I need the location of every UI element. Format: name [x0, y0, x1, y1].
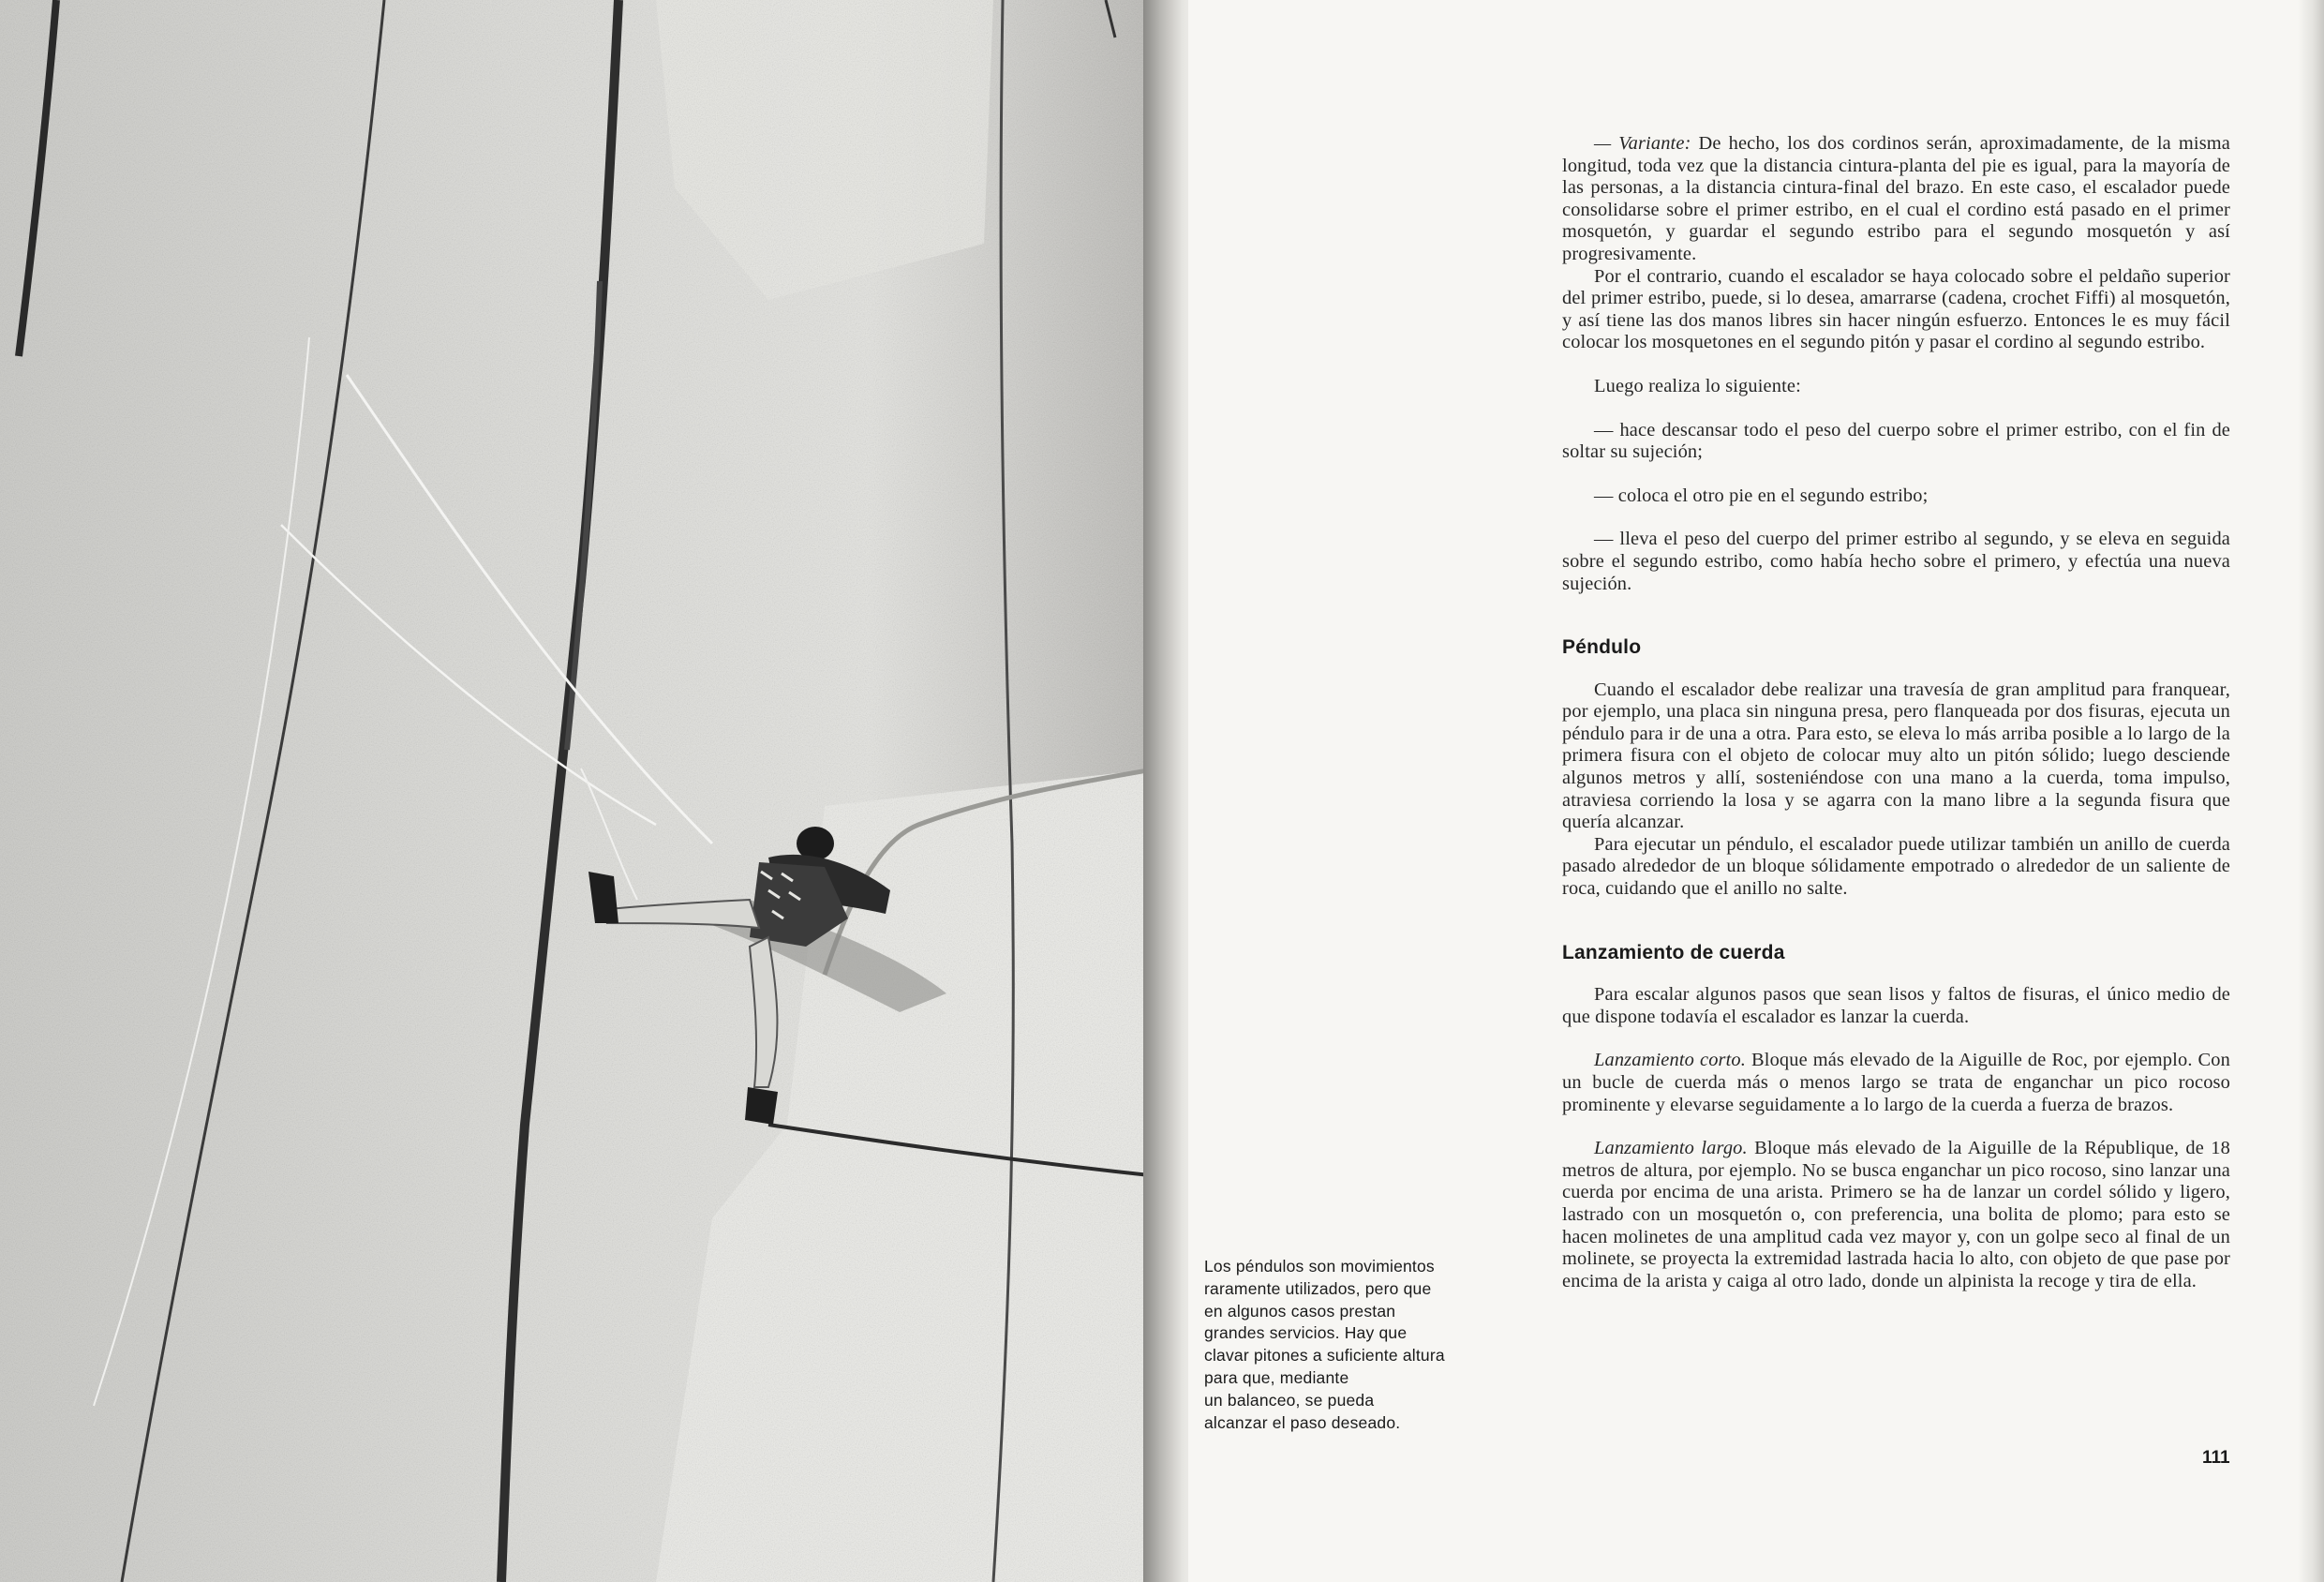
photo-caption	[1204, 1256, 1499, 1434]
caption-line: para que, mediante	[1204, 1367, 1349, 1387]
paragraph-lanzamiento-corto	[1562, 1050, 2230, 1116]
paragraph: Luego realiza lo siguiente:	[1594, 375, 1801, 396]
paragraph-text: De hecho, los dos cordinos serán, aproximadamente, de la misma longitud, toda vez que la distancia cintura-planta del pie es igual, para la mayoría de las personas, a la distancia cintura-final del brazo. En este caso, el escalador puede consolidarse sobre el primer estribo, en el cual el cordino está pasado en el primer mosquetón, y guardar el segundo estribo para el segundo mosquetón y así progresivamente.	[1562, 133, 2231, 264]
paragraph: Cuando el escalador debe realizar una travesía de gran amplitud para franquear, por ejemplo, una placa sin ninguna presa, pero flanqueada por dos fisuras, ejecuta un péndulo para ir de una a otra. Para esto, se eleva lo más arriba posible a lo largo de la primera fisura con el objeto de colocar muy alto un pitón sólido; luego desciende algunos metros y allí, sosteniéndose con una mano a la cuerda, toma impulso, atraviesa corriendo la losa y se agarra con la mano libre a la segunda fisura que quería alcanzar.	[1562, 679, 2230, 833]
paragraph: — coloca el otro pie en el segundo estribo;	[1594, 485, 1929, 506]
section-heading-lanzamiento: Lanzamiento de cuerda	[1562, 941, 1785, 963]
caption-line: grandes servicios. Hay que	[1204, 1323, 1408, 1343]
paragraph: Para escalar algunos pasos que sean lisos y faltos de fisuras, el único medio de que dispone todavía el escalador es lanzar la cuerda.	[1562, 984, 2230, 1027]
lanzamiento-corto-label: Lanzamiento corto.	[1594, 1050, 1747, 1071]
paragraph-text: Bloque más elevado de la Aiguille de Roc, por ejemplo. Con un bucle de cuerda más o menos largo se trata de enganchar un pico rocoso prominente y elevarse seguidamente a lo largo de la cuerda a fuerza de brazos.	[1562, 1050, 2230, 1115]
paragraph: — hace descansar todo el peso del cuerpo sobre el primer estribo, con el fin de soltar su sujeción;	[1562, 419, 2230, 463]
climber-photo	[0, 0, 1158, 1582]
caption-line: clavar pitones a suficiente altura	[1204, 1346, 1445, 1366]
caption-line: alcanzar el paso deseado.	[1204, 1412, 1401, 1432]
caption-line: en algunos casos prestan	[1204, 1301, 1396, 1321]
photo-page	[0, 0, 1158, 1582]
page-number: 111	[2202, 1448, 2230, 1468]
paragraph-text: Bloque más elevado de la Aiguille de la République, de 18 metros de altura, por ejemplo. No se busca enganchar un pico rocoso, sino lanzar una cuerda por encima de una arista. Primero se ha de lanzar un cordel sólido y ligero, lastrado con un mosquetón o, con preferencia, una bolita de plomo; para esto se hacen molinetes de una amplitud cada vez mayor y, con un golpe seco al final de un molinete, se proyecta la extremidad lastrada hacia lo alto, con objeto de que pase por encima de la arista y caiga al otro lado, donde un alpinista la recoge y tira de ella.	[1562, 1138, 2231, 1291]
variante-label: — Variante:	[1594, 133, 1691, 154]
body-text	[1562, 133, 2230, 1292]
paragraph: Para ejecutar un péndulo, el escalador puede utilizar también un anillo de cuerda pasado alrededor de un bloque sólidamente empotrado o alrededor de un saliente de roca, cuidando que el anillo no salte.	[1562, 833, 2230, 900]
caption-line: Los péndulos son movimientos	[1204, 1257, 1435, 1276]
paragraph-variante	[1562, 133, 2230, 266]
caption-line: un balanceo, se pueda	[1204, 1390, 1375, 1410]
paragraph: Por el contrario, cuando el escalador se haya colocado sobre el peldaño superior del primer estribo, puede, si lo desea, amarrarse (cadena, crochet Fiffi) al mosquetón, y así tiene las dos manos libres sin hacer ningún esfuerzo. Entonces le es muy fácil colocar los mosquetones en el segundo pitón y pasar el cordino al segundo estribo.	[1562, 265, 2230, 353]
caption-line: raramente utilizados, pero que	[1204, 1278, 1432, 1298]
section-heading-pendulo: Péndulo	[1562, 636, 1642, 659]
lanzamiento-largo-label: Lanzamiento largo.	[1594, 1138, 1748, 1159]
paragraph: — lleva el peso del cuerpo del primer estribo al segundo, y se eleva en seguida sobre el segundo estribo, como había hecho sobre el primero, y efectúa una nueva sujeción.	[1562, 529, 2230, 594]
page-edge	[2298, 0, 2324, 1582]
paragraph-lanzamiento-largo	[1562, 1138, 2230, 1292]
